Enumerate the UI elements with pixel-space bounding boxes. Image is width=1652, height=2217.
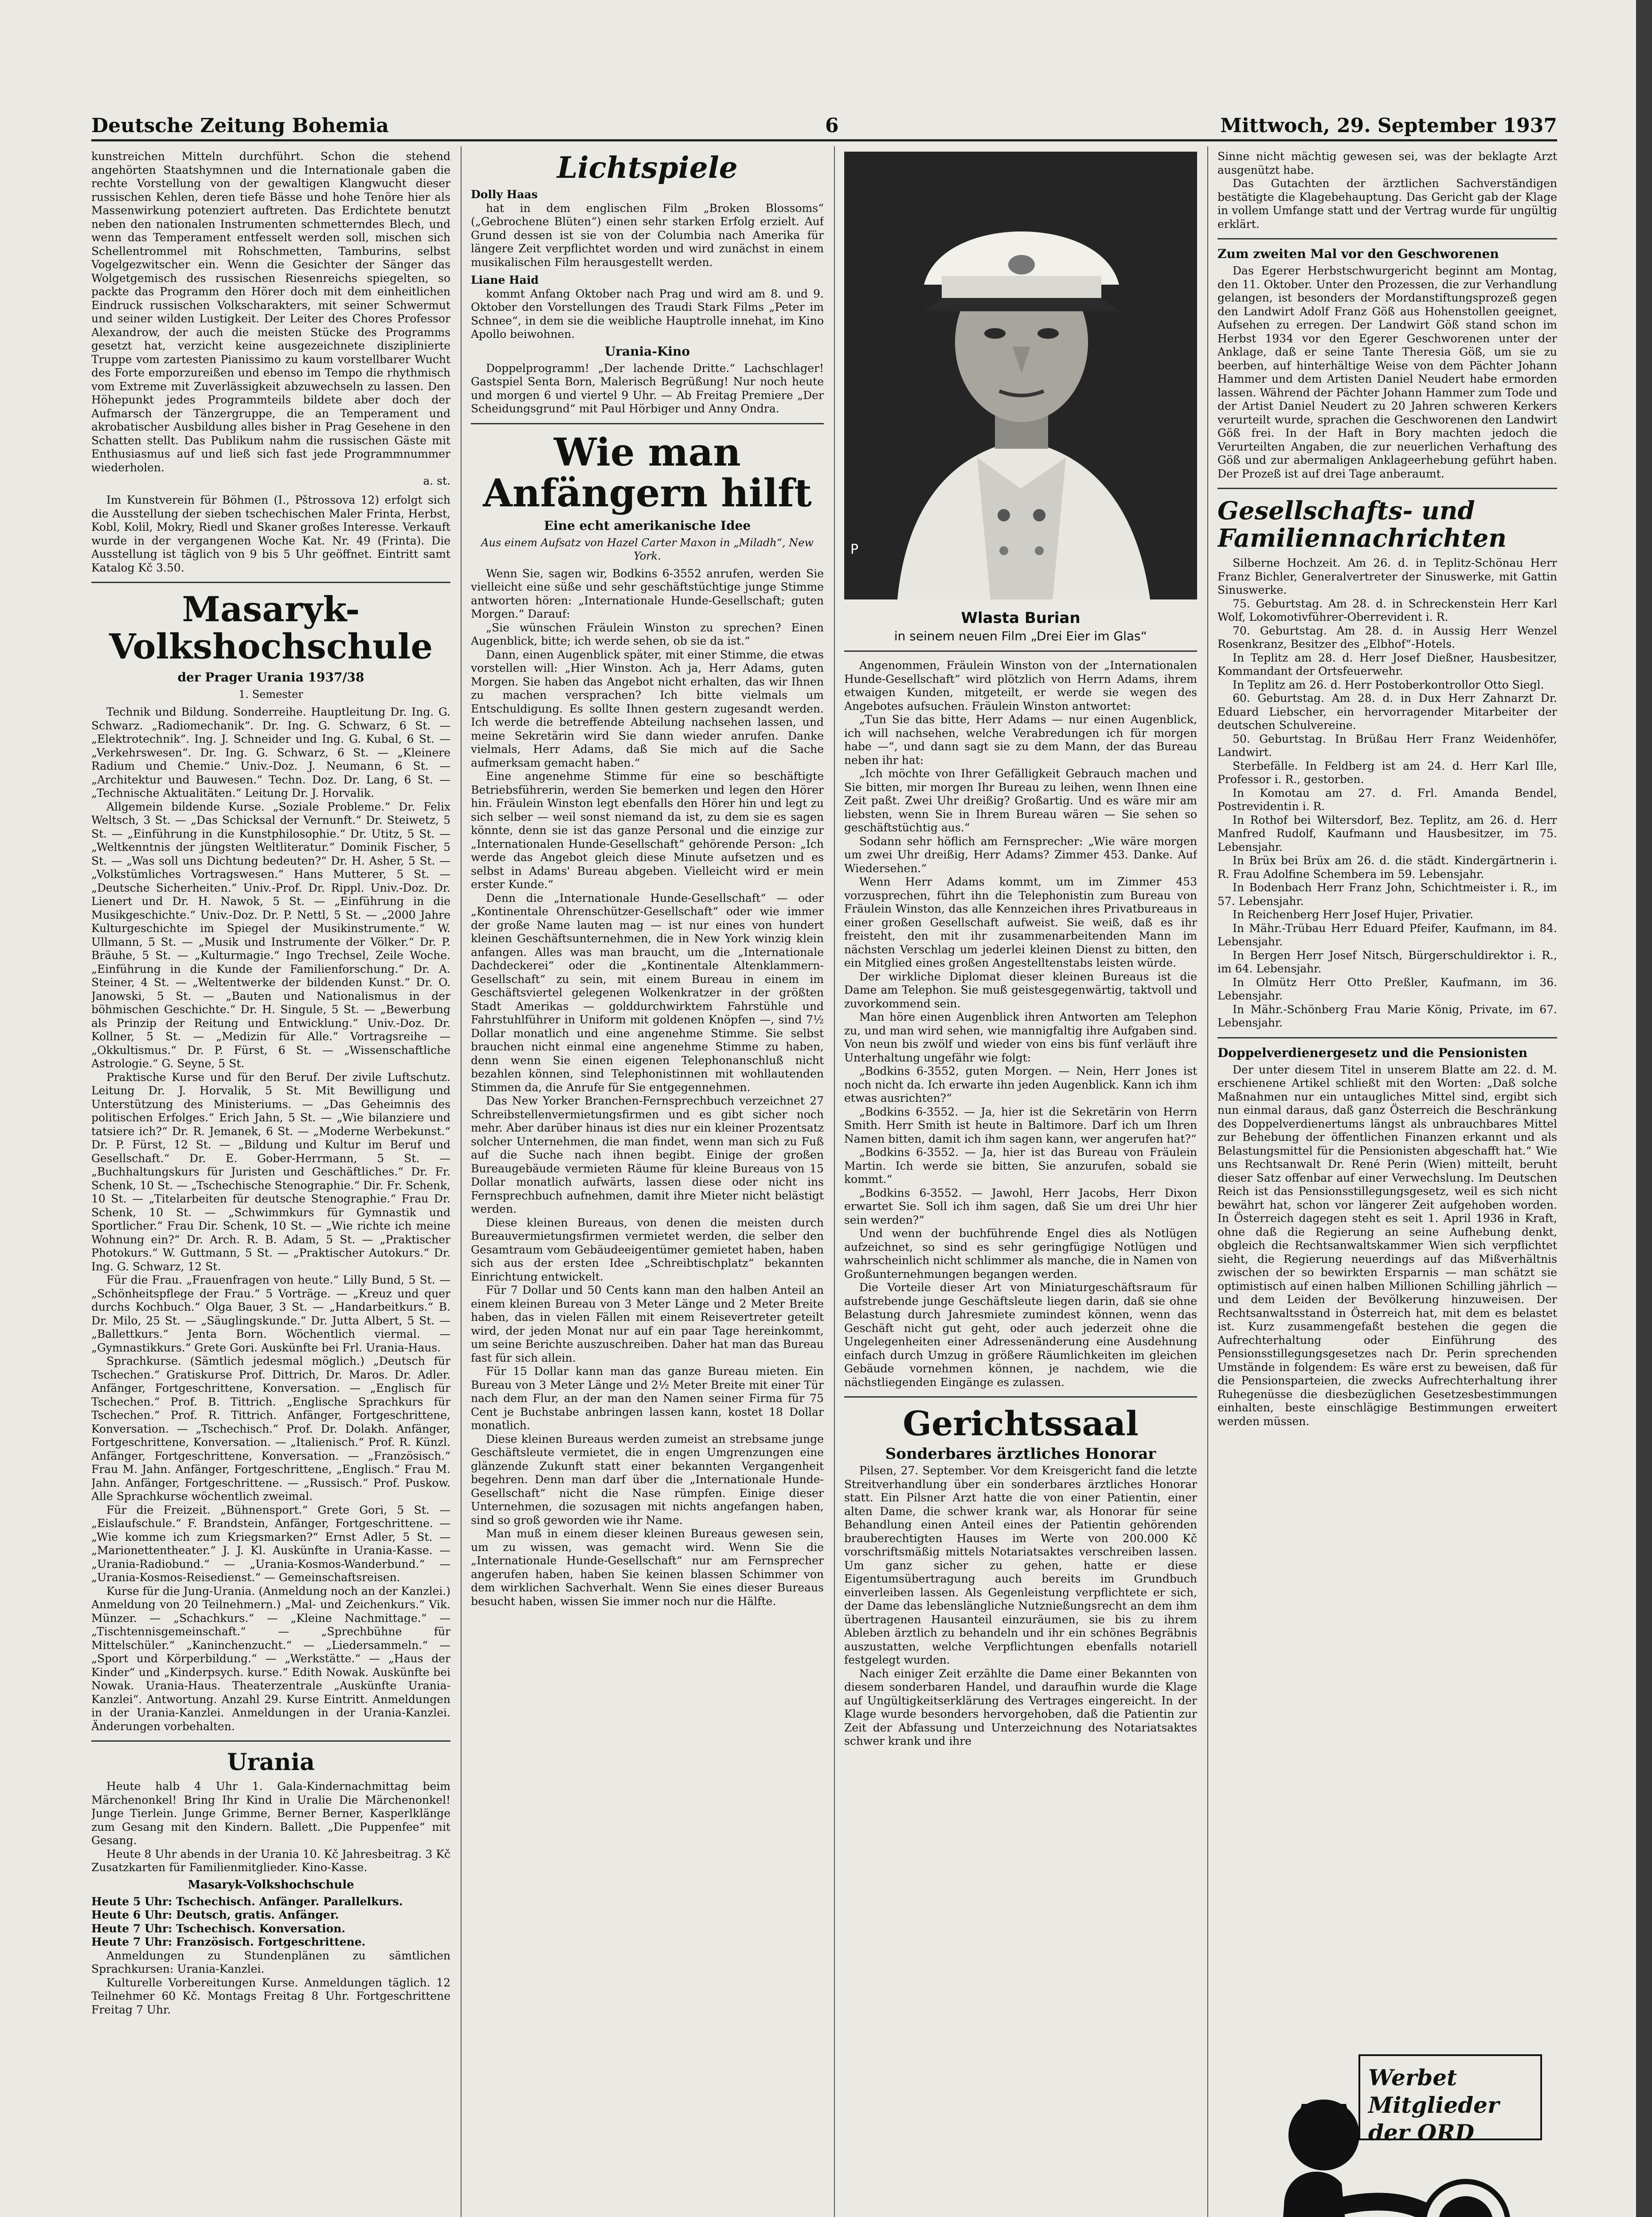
article-headline: Doppelverdienergesetz und die Pensionisten — [1217, 1045, 1528, 1060]
family-notice: In Teplitz am 28. d. Herr Josef Dießner, Hausbesitzer, Kommandant der Ortsfeuerwehr. — [1217, 651, 1557, 678]
section-heading: Urania — [227, 1749, 315, 1776]
column-1 — [91, 150, 450, 2217]
divider — [1217, 238, 1557, 239]
article-paragraph: Das New Yorker Branchen-Fernsprechbuch verzeichnet 27 Schreibstellenvermietungsfirmen und es gibt sicher noch mehr. Aber darüber hinaus ist dies nur ein kleiner Prozentsatz solcher Unternehmen, die man findet, wenn man sich zu Fuß auf die Suche nach ihnen begibt. Einige der großen Bureaugebäude vermieten Räume für kleine Bureaus von 15 Dollar monatlich aufwärts, lassen diese oder nicht ins Fernsprechbuch aufnehmen, damit ihre Mieter nicht belästigt werden. — [471, 1094, 824, 1215]
page-number: 6 — [825, 114, 839, 137]
schedule-line: Kulturelle Vorbereitungen Kurse. Anmeldungen täglich. 12 Teilnehmer 60 Kč. Montags Freitag 8 Uhr. Fortgeschrittene Freitag 7 Uhr. — [91, 1976, 450, 2016]
article-paragraph: Pilsen, 27. September. Vor dem Kreisgericht fand die letzte Streitverhandlung über ein sonderbares ärztliches Honorar statt. Ein Pilsner Arzt hatte die von einer Patientin, einer alten Dame, die schwer krank war, als Honorar für seine Behandlung einen Anteil eines der Patientin gehörenden brauberechtigten Hauses im Werte von 200.000 Kč vorschriftsmäßig mittels Notariatsaktes verschreiben lassen. Um ganz sicher zu gehen, hatte er diese Eigentumsübertragung auch bereits im Grundbuch einverleiben lassen. Als Gegenleistung verpflichtete er sich, der Dame das lebenslängliche Nutznießungsrecht an dem ihm übertragenen Hausanteil einzuräumen, sie bis zu ihrem Ableben ärztlich zu behandeln und ihr ein schönes Begräbnis auszustatten, welche Verpflichtungen ebenfalls notariell festgelegt wurden. — [844, 1464, 1197, 1666]
section-subheading: Urania-Kino — [604, 344, 690, 359]
article-paragraph: Eine angenehme Stimme für eine so beschäftigte Betriebsführerin, werden Sie bemerken und legen den Hörer hin. Fräulein Winston legt ebenfalls den Hörer hin und legt zu sich selber — weil sonst niemand da ist, zu dem sie es sagen könnte, denn sie ist das ganze Personal und die einzige zur „Internationalen Hunde-Gesellschaft“ gehörende Person: „Ich werde das Angebot gleich diese Minute aufsetzen und es selbst in Adams' Bureau abgeben. Vielleicht wird er mein erster Kunde.“ — [471, 770, 824, 891]
portrait-photo — [844, 152, 1197, 599]
item-title: Dolly Haas — [471, 188, 538, 201]
column-rule — [461, 146, 462, 2217]
schedule-line: Anmeldungen zu Stundenplänen zu sämtlichen Sprachkursen: Urania-Kanzlei. — [91, 1949, 450, 1975]
course-paragraph: Für die Frau. „Frauenfragen von heute.“ Lilly Bund, 5 St. — „Schönheitspflege der Frau.“ 5 Vorträge. — „Kreuz und quer durchs Kochbuch.“ Olga Bauer, 3 St. — „Handarbeitkurs.“ B. Dr. Milo, 25 St. — „Säuglingskunde.“ Dr. Jutta Albert, 5 St. — „Ballettkurs.“ Jenta Born. Wöchentlich viermal. — „Gymnastikkurs.“ Grete Gori. Auskünfte bei Frl. Urania-Haus. — [91, 1273, 450, 1354]
family-notice: Silberne Hochzeit. Am 26. d. in Teplitz-Schönau Herr Franz Bichler, Generalvertreter der Sinuswerke, mit Gattin Sinuswerke. — [1217, 556, 1557, 596]
issue-date: Mittwoch, 29. September 1937 — [1220, 114, 1557, 137]
article-source: Aus einem Aufsatz von Hazel Carter Maxon in „Miladh“, New York. — [481, 536, 814, 562]
article-paragraph: Das Egerer Herbstschwurgericht beginnt am Montag, den 11. Oktober. Unter den Prozessen, die zur Verhandlung gelangen, ist besonders der Mordanstiftungsprozeß gegen den Landwirt Adolf Franz Göß aus Hohenstollen geeignet, Aufsehen zu erregen. Der Landwirt Göß stand schon im Herbst 1934 vor den Egerer Geschworenen unter der Anklage, daß er seine Tante Theresia Göß, um sie zu beerben, auf hinterhältige Weise von dem Pächter Johann Hammer und dem Artisten Daniel Neudert habe ermorden lassen. Während der Pächter Johann Hammer zum Tode und der Artist Daniel Neudert zu 20 Jahren schweren Kerkers verurteilt wurde, sprachen die Geschworenen den Landwirt Göß frei. In der Haft in Bory machten jedoch die Verurteilten Angaben, die zur neuerlichen Verhaftung des Göß und zur abermaligen Anklageerhebung geführt haben. Der Prozeß ist auf drei Tage anberaumt. — [1217, 264, 1557, 480]
column-rule — [834, 146, 835, 2217]
article-subheadline: Eine echt amerikanische Idee — [544, 518, 751, 533]
course-paragraph: Sprachkurse. (Sämtlich jedesmal möglich.) „Deutsch für Tschechen.“ Gratiskurse Prof. Dittrich, Dr. Maros. Dr. Adler. Anfänger, Fortgeschrittene, Konversation. — „Englisch für Tschechen.“ Prof. B. Tittrich. „Englische Sprachkurs für Tschechen.“ Prof. R. Tittrich. Anfänger, Fortgeschrittene, Konversation. — „Tschechisch.“ Prof. Dr. Dolakh. Anfänger, Fortgeschrittene, Konversation. — „Italienisch.“ Prof. R. Künzl. Anfänger, Fortgeschrittene, Konversation. — „Französisch.“ Frau M. Jahn. Anfänger, Fortgeschrittene, „Englisch.“ Frau M. Jahn. Anfänger, Fortgeschrittene. — „Russisch.“ Prof. Puskow. Alle Sprachkurse wöchentlich zweimal. — [91, 1355, 450, 1503]
portrait-illustration — [844, 152, 1197, 599]
page-header — [91, 114, 1557, 141]
article-paragraph: Diese kleinen Bureaus, von denen die meisten durch Bureauvermietungsfirmen vermietet werden, die selber den Gesamtraum vom Gebäudeeigentümer gemietet haben, haben sich aus der ersten Idee „Schreibtischplatz“ bekannten Einrichtung entwickelt. — [471, 1216, 824, 1283]
article-headline: Zum zweiten Mal vor den Geschworenen — [1217, 247, 1499, 261]
event-paragraph: Heute halb 4 Uhr 1. Gala-Kindernachmittag beim Märchenonkel! Bring Ihr Kind in Uralie Die Märchenonkel! Junge Tierlein. Junge Grimme, Berner Berner, Kasperlklänge zum Gesang mit den Kindern. Ballett. „Die Puppenfee“ mit Gesang. — [91, 1780, 450, 1847]
family-notice: Sterbefälle. In Feldberg ist am 24. d. Herr Karl Ille, Professor i. R., gestorben. — [1217, 759, 1557, 786]
article-headline: Sonderbares ärztliches Honorar — [885, 1445, 1156, 1463]
schedule-line: Heute 7 Uhr: Tschechisch. Konversation. — [91, 1922, 346, 1935]
article-paragraph: Das Gutachten der ärztlichen Sachverständigen bestätigte die Klagebehauptung. Das Gericht gab der Klage in vollem Umfange statt und der Vertrag wurde für ungültig erklärt. — [1217, 177, 1557, 231]
article-paragraph: „Tun Sie das bitte, Herr Adams — nur einen Augenblick, ich will nachsehen, welche Verabredungen ich für morgen habe —“, und dann sagt sie zu dem Mann, der das Bureau neben ihr hat: — [844, 713, 1197, 767]
family-notice: 50. Geburtstag. In Brüßau Herr Franz Weidenhöfer, Landwirt. — [1217, 732, 1557, 759]
course-paragraph: Praktische Kurse und für den Beruf. Der zivile Luftschutz. Leitung Dr. J. Horvalik, 5 St. Mit Bewilligung und Unterstützung des Ministeriums. — „Das Geheimnis des politischen Erfolges.“ Erich Jahn, 5 St. — „Wie bilanziere und tatsiere ich?“ Dr. R. Jemanek, 6 St. — „Moderne Werbekunst.“ Dr. P. Fürst, 12 St. — „Bildung und Kultur im Beruf und Gesellschaft.“ Dr. E. Gober-Herrmann, 5 St. — „Buchhaltungskurs für Juristen und Geschäftliches.“ Dr. Fr. Schenk, 10 St. — „Tschechische Stenographie.“ Dir. Fr. Schenk, 10 St. — „Titelarbeiten für deutsche Stenographie.“ Frau Dr. Schenk, 10 St. — „Schwimmkurs für Gymnastik und Sportlicher.“ Frau Dir. Schenk, 10 St. — „Wie richte ich meine Wohnung ein?“ Dr. Arch. R. B. Adam, 5 St. — „Praktischer Photokurs.“ W. Guttmann, 5 St. — „Praktischer Autokurs.“ Dr. Ing. G. Schwarz, 12 St. — [91, 1070, 450, 1273]
column-2 — [471, 150, 824, 2217]
article-paragraph: Für 15 Dollar kann man das ganze Bureau mieten. Ein Bureau von 3 Meter Länge und 2½ Meter Breite mit einer Tür nach dem Flur, an der man den Namen seiner Firma für 75 Cent je Buchstabe anbringen lassen kann, kostet 18 Dollar monatlich. — [471, 1365, 824, 1432]
family-notice: In Teplitz am 26. d. Herr Postoberkontrollor Otto Siegl. — [1233, 678, 1544, 691]
divider — [471, 423, 824, 424]
film-news: hat in dem englischen Film „Broken Blossoms“ („Gebrochene Blüten“) einen sehr starken Erfolg erzielt. Auf Grund dessen ist sie von der Columbia nach Amerika für längere Zeit verpflichtet worden und wird zunächst in einem musikalischen Film herausgestellt werden. — [471, 201, 824, 269]
photo-subcaption: in seinem neuen Film „Drei Eier im Glas“ — [894, 629, 1147, 643]
article-paragraph: Und wenn der buchführende Engel dies als Notlügen aufzeichnet, so sind es sehr geringfügige Notlügen und wahrscheinlich nicht schlimmer als manche, die in Namen von Großunternehmungen begangen werden. — [844, 1227, 1197, 1281]
family-notice: 60. Geburtstag. Am 28. d. in Dux Herr Zahnarzt Dr. Eduard Liebscher, ein hervorragender Mitarbeiter der deutschen Schulvereine. — [1217, 692, 1557, 732]
film-news: kommt Anfang Oktober nach Prag und wird am 8. und 9. Oktober den Vorstellungen des Traudi Stark Films „Peter im Schnee“, in dem sie die weibliche Hauptrolle innehat, im Kino Apollo beiwohnen. — [471, 287, 824, 341]
article-paragraph: Angenommen, Fräulein Winston von der „Internationalen Hunde-Gesellschaft“ wird plötzlich von Herrn Adams, ihrem etwaigen Kunden, mitgeteilt, er werde sie wegen des Angebotes aufsuchen. Fräulein Winston antwortet: — [844, 659, 1197, 713]
article-paragraph: „Bodkins 6-3552. — Jawohl, Herr Jacobs, Herr Dixon erwartet Sie. Soll ich ihm sagen, daß Sie um drei Uhr hier sein werden?“ — [844, 1186, 1197, 1226]
family-notice: In Komotau am 27. d. Frl. Amanda Bendel, Postrevidentin i. R. — [1217, 786, 1557, 813]
article-text: kunstreichen Mitteln durchführt. Schon die stehend angehörten Staatshymnen und die Internationale gaben die rechte Vorstellung von der gewaltigen Klangwucht dieser russischen Kehlen, deren tiefe Bässe und hohe Tenöre hier als Massenwirkung potenziert auftreten. Das Erdichtete benutzt neben den nationalen Instrumenten schmetterndes Blech, und wenn das Temperament entfesselt werden soll, mischen sich Schellentrommel mit Rohschmetten, Tamburins, selbst Vogelgezwitscher ein. Wenn die Gesichter der Sänger das Wolgetgemisch des russischen Riesenreichs spiegelten, so packte das Programm den Hörer doch mit dem einheitlichen Eindruck russischen Volkscharakters, mit seiner Schwermut und seiner wilden Lustigkeit. Der Leiter des Chores Professor Alexandrow, der auch die meisten Stücke des Programms gesetzt hat, verzicht keine ausgezeichnete disziplinierte Truppe vom zartesten Pianissimo zu kaum vorstellbarer Wucht des Forte emporzureißen und ebenso im Tempo die rhythmisch vom Extreme mit Zuverlässigkeit abzuwechseln zu lassen. Den Höhepunkt jedes Programmteils bildete aber doch der Aufmarsch der Tänzergruppe, die an Temperament und akrobatischer Ausbildung alles bisher in Prag Gesehene in den Schatten stellt. Das Publikum nahm die russischen Gäste mit Enthusiasmus auf und ließ sich fast jede Programmnummer wiederholen. — [91, 150, 450, 474]
family-notice: In Olmütz Herr Otto Preßler, Kaufmann, im 36. Lebensjahr. — [1217, 975, 1557, 1002]
schedule-line: Heute 6 Uhr: Deutsch, gratis. Anfänger. — [91, 1908, 339, 1921]
column-3 — [844, 150, 1197, 2217]
column-4 — [1217, 150, 1557, 2025]
divider — [844, 650, 1197, 652]
divider — [844, 1396, 1197, 1398]
article-signature: a. st. — [423, 474, 450, 487]
article-paragraph: „Bodkins 6-3552. — Ja, hier ist das Bureau von Fräulein Martin. Ich werde sie bitten, Sie anzurufen, sobald sie kommt.“ — [844, 1146, 1197, 1186]
article-paragraph: Für 7 Dollar und 50 Cents kann man den halben Anteil an einem kleinen Bureau von 3 Meter Länge und 2 Meter Breite haben, das in vielen Fällen mit einem Reisevertreter geteilt wird, der jeden Monat nur auf ein paar Tage hereinkommt, um seine Berichte auszuschreiben. Daher hat man das Bureau fast für sich allein. — [471, 1284, 824, 1364]
divider — [91, 1740, 450, 1742]
family-notice: In Brüx bei Brüx am 26. d. die städt. Kindergärtnerin i. R. Frau Adolfine Schembera im 59. Lebensjahr. — [1217, 854, 1557, 881]
article-paragraph: Man muß in einem dieser kleinen Bureaus gewesen sein, um zu wissen, was gemacht wird. Wenn Sie die „Internationale Hunde-Gesellschaft“ nur am Fernsprecher angerufen haben, haben Sie keinen blassen Schimmer von dem wirklichen Sachverhalt. Wenn Sie eines dieser Bureaus besucht haben, wissen Sie immer noch nur die Hälfte. — [471, 1527, 824, 1608]
section-heading: Gerichtssaal — [903, 1404, 1139, 1443]
course-paragraph: Kurse für die Jung-Urania. (Anmeldung noch an der Kanzlei.) Anmeldung von 20 Teilnehmern.) „Mal- und Zeichenkurs.“ Vik. Münzer. — „Schachkurs.“ — „Kleine Nachmittage.“ — „Tischtennisgemeinschaft.“ — „Sprechbühne für Mittelschüler.“ „Kaninchenzucht.“ — „Liedersammeln.“ — „Sport und Körperbildung.“ — „Werkstätte.“ — „Haus der Kinder“ und „Kinderpsych. kurse.“ Edith Nowak. Auskünfte bei Nowak. Urania-Haus. Theaterzentrale „Auskünfte Urania-Kanzlei“. Antwortung. Anzahl 29. Kurse Eintritt. Anmeldungen in der Urania-Kanzlei. Anmeldungen in der Urania-Kanzlei. Änderungen vorbehalten. — [91, 1584, 450, 1733]
section-heading: Lichtspiele — [557, 150, 738, 185]
schedule-line: Heute 5 Uhr: Tschechisch. Anfänger. Parallelkurs. — [91, 1895, 403, 1908]
semester-label: 1. Semester — [239, 688, 303, 701]
kunstverein-notice: Im Kunstverein für Böhmen (I., Pštrossova 12) erfolgt sich die Ausstellung der sieben tschechischen Maler Frinta, Herbst, Kobl, Kolil, Mokry, Riedl und Skaner großes Interesse. Verkauft wurde in der vergangenen Woche Kat. Nr. 49 (Frinta). Die Ausstellung ist täglich von 9 bis 5 Uhr geöffnet. Eintritt samt Katalog Kč 3.50. — [91, 494, 450, 574]
divider — [91, 582, 450, 583]
divider — [1217, 488, 1557, 489]
article-paragraph: Der wirkliche Diplomat dieser kleinen Bureaus ist die Dame am Telephon. Sie muß geistesgegenwärtig, taktvoll und zuvorkommend sein. — [844, 970, 1197, 1010]
masthead-title: Deutsche Zeitung Bohemia — [91, 114, 389, 137]
schedule-line: Heute 7 Uhr: Französisch. Fortgeschrittene. — [91, 1935, 366, 1948]
ad-slogan: Werbet Mitglieder der ORD — [1368, 2064, 1499, 2146]
item-title: Liane Haid — [471, 274, 539, 286]
article-paragraph: „Bodkins 6-3552, guten Morgen. — Nein, Herr Jones ist noch nicht da. Ich erwarte ihn jeden Augenblick. Kann ich ihm etwas ausrichten?“ — [844, 1065, 1197, 1105]
article-paragraph: Wenn Herr Adams kommt, um im Zimmer 453 vorzusprechen, führt ihn die Telephonistin zum Bureau von Fräulein Winston, das alle Kennzeichen ihres Privatbureaus in einer großen Gesellschaft aufweist. Sie weiß, daß es ihr freisteht, den mit ihr zusammenarbeitenden Mann im nächsten Verschlag um jederlei kleinen Dienst zu bitten, den ein Mitglied eines großen Angestelltenstabs leisten würde. — [844, 875, 1197, 969]
cinema-notice: Doppelprogramm! „Der lachende Dritte.“ Lachschlager! Gastspiel Senta Born, Malerisch Begrüßung! Nur noch heute und morgen 6 und viertel 9 Uhr. — Ab Freitag Premiere „Der Scheidungsgrund“ mit Paul Hörbiger und Anny Ondra. — [471, 361, 824, 415]
section-subheading: der Prager Urania 1937/38 — [177, 670, 364, 685]
section-subheading: Masaryk-Volkshochschule — [188, 1878, 354, 1892]
family-notice: In Bodenbach Herr Franz John, Schichtmeister i. R., im 57. Lebensjahr. — [1217, 881, 1557, 908]
family-notice: In Rothof bei Wiltersdorf, Bez. Teplitz, am 26. d. Herr Manfred Rudolf, Kaufmann und Hausbesitzer, im 75. Lebensjahr. — [1217, 813, 1557, 854]
article-paragraph: Die Vorteile dieser Art von Miniaturgeschäftsraum für aufstrebende junge Geschäftsleute liegen darin, daß sie ohne Belastung durch Jahresmiete zumindest können, wenn das Geschäft nicht gut geht, oder auch jederzeit ohne die Ungelegenheiten einer Adressenänderung eine Ausdehnung einfach durch Umzug in größere Räumlichkeiten im gleichen Gebäude vornehmen können, je nachdem, wie die nächstliegenden Eingänge es zulassen. — [844, 1281, 1197, 1389]
course-paragraph: Allgemein bildende Kurse. „Soziale Probleme.“ Dr. Felix Weltsch, 3 St. — „Das Schicksal der Vernunft.“ Dr. Steiwetz, 5 St. — „Einführung in die Kunstphilosophie.“ Dr. Utitz, 5 St. — „Weltkenntnis der jüngsten Weltliteratur.“ Dominik Fischer, 5 St. — „Was soll uns Dichtung bedeuten?“ Dr. H. Asher, 5 St. — „Volkstümliches Vortragswesen.“ Hans Mutterer, 5 St. — „Deutsche Sicherheiten.“ Univ.-Prof. Dr. Rippl. Univ.-Doz. Dr. Lienert und Dr. H. Nawok, 5 St. — „Einführung in die Musikgeschichte.“ Univ.-Doz. Dr. P. Nettl, 5 St. — „2000 Jahre Kulturgeschichte im Spiegel der Musikinstrumente.“ W. Ullmann, 5 St. — „Musik und Instrumente der Völker.“ Dr. P. Bräuhe, 5 St. — „Kulturmagie.“ Ingo Trechsel, Zeile Woche. „Einführung in die Kunde der Familienforschung.“ Dr. A. Steiner, 4 St. — „Weltentwerke der bildenden Kunst.“ Dr. O. Janowski, 5 St. — „Bauten und Nationalismus in der böhmischen Geschichte.“ Dr. H. Singule, 5 St. — „Bewerbung als Prinzip der Reitung und Entwicklung.“ Univ.-Doz. Dr. Kollner, 5 St. — „Medizin für Alle.“ Vortragsreihe — „Okkultismus.“ Dr. P. Fürst, 6 St. — „Wissenschaftliche Astrologie.“ G. Seyne, 5 St. — [91, 800, 450, 1070]
section-heading: Masaryk-Volkshochschule — [109, 589, 433, 667]
family-notice: In Bergen Herr Josef Nitsch, Bürgerschuldirektor i. R., im 64. Lebensjahr. — [1217, 948, 1557, 975]
scan-edge — [1636, 0, 1652, 2217]
family-notice: 75. Geburtstag. Am 28. d. in Schreckenstein Herr Karl Wolf, Lokomotivführer-Oberrevident i. R. — [1217, 597, 1557, 623]
article-headline: Wie man Anfängern hilft — [483, 430, 812, 516]
article-paragraph: Sodann sehr höflich am Fernsprecher: „Wie wäre morgen um zwei Uhr dreißig, Herr Adams? Zimmer 453. Danke. Auf Wiedersehen.“ — [844, 834, 1197, 875]
article-paragraph: Wenn Sie, sagen wir, Bodkins 6-3552 anrufen, werden Sie vielleicht eine süße und sehr geschäftstüchtige junge Stimme antworten hören: „Internationale Hunde-Gesellschaft; guten Morgen.“ Darauf: — [471, 567, 824, 620]
family-notice: In Reichenberg Herr Josef Hujer, Privatier. — [1233, 908, 1473, 921]
article-paragraph: Man höre einen Augenblick ihren Antworten am Telephon zu, und man wird sehen, wie mannigfaltig ihre Aufgaben sind. Von neun bis zwölf und wieder von eins bis fünf verläuft ihre Unterhaltung ungefähr wie folgt: — [844, 1011, 1197, 1064]
article-paragraph: „Sie wünschen Fräulein Winston zu sprechen? Einen Augenblick, bitte; ich werde sehen, ob sie da ist.“ — [471, 621, 824, 647]
column-rule — [1207, 146, 1208, 2217]
article-paragraph: Denn die „Internationale Hunde-Gesellschaft“ — oder „Kontinentale Ohrenschützer-Gesellschaft“ oder wie immer der große Name lauten mag — ist nur eines von hundert kleinen Geschäftsunternehmen, die in New York winzig klein anfangen. Alles was man braucht, um die „Internationale Dachdeckerei“ oder die „Kontinentale Altenklammern-Gesellschaft“ zu sein, mit einem Bureau in einem im Geschäftsviertel gelegenen Wolkenkratzer in der größten Stadt Amerikas — golddurchwirktem Fahrstühle und Fahrstuhlführer in Uniform mit goldenen Knöpfen —, sind 7½ Dollar monatlich und eine angenehme Stimme. Sie selbst brauchen nicht einmal eine angenehme Stimme zu haben, denn wenn Sie einen eigenen Telephonanschluß nicht bezahlen können, sind Telephonistinnen mit wohllautenden Stimmen da, die Anrufe für Sie entgegennehmen. — [471, 891, 824, 1094]
article-paragraph: Der unter diesem Titel in unserem Blatte am 22. d. M. erschienene Artikel schließt mit den Worten: „Daß solche Maßnahmen nur ein untaugliches Mittel sind, ergibt sich nun einmal daraus, daß ganz Österreich die Beschränkung des Doppelverdienertums längst als unbrauchbares Mittel zur Behebung der öffentlichen Finanzen erkannt und als Belastungsmittel für die Pensionisten abgeschafft hat.“ Wie uns Rechtsanwalt Dr. René Perin (Wien) mitteilt, beruht dieser Satz offenbar auf einer Verwechslung. Im Deutschen Reich ist das Pensionsstillegungsgesetz, weil es sich nicht bewährt hat, schon vor längerer Zeit aufgehoben worden. In Österreich dagegen steht es seit 1. April 1936 in Kraft, ohne daß die Regierung an seine Aufhebung denkt, obgleich die Rechtsanwaltskammer Wien sich verpflichtet sieht, die Regierung neuerdings auf das Mißverhältnis zwischen der so bewirkten Ersparnis — man schätzt sie optimistisch auf einen halben Millionen Schilling jährlich — und dem Leiden der Bevölkerung hinzuweisen. Der Rechtsanwaltsstand in Österreich hat, mit dem es belastet ist. Kurz zusammengefaßt bestehen die gegen die Aufrechterhaltung oder Einführung des Pensionsstillegungsgesetzes nach Dr. Perin sprechenden Umstände in folgendem: Es wäre erst zu beweisen, daß für die Pensionsparteien, die zwecks Aufrechterhaltung ihrer Ruhegenüsse die diesbezüglichen Gesetzesbestimmungen einhalten, beste einschlägige Bestimmungen erweitert werden müssen. — [1217, 1063, 1557, 1428]
article-paragraph: Sinne nicht mächtig gewesen sei, was der beklagte Arzt ausgenützt habe. — [1217, 150, 1557, 176]
article-paragraph: Diese kleinen Bureaus werden zumeist an strebsame junge Geschäftsleute vermietet, die in engen Umgrenzungen eine glänzende Zukunft statt einer bekannten Vergangenheit begehren. Denn man darf über die „Internationale Hunde-Gesellschaft“ nicht die Nase rümpfen. Einige dieser Unternehmen, die sozusagen mit nichts angefangen haben, sind so groß geworden wie ihr Name. — [471, 1432, 824, 1527]
family-notice: 70. Geburtstag. Am 28. d. in Aussig Herr Wenzel Rosenkranz, Besitzer des „Elbhof“-Hotels. — [1217, 624, 1557, 650]
family-notice: In Mähr.-Schönberg Frau Marie König, Private, im 67. Lebensjahr. — [1217, 1003, 1557, 1029]
course-paragraph: Technik und Bildung. Sonderreihe. Hauptleitung Dr. Ing. G. Schwarz. „Radiomechanik“. Dr. Ing. G. Schwarz, 6 St. — „Elektrotechnik“. Ing. J. Schneider und Ing. G. Kubal, 6 St. — „Verkehrswesen“. Dr. Ing. G. Schwarz, 6 St. — „Kleinere Radium und Chemie.“ Univ.-Doz. J. Neumann, 6 St. — „Architektur und Bauwesen.“ Techn. Doz. Dr. Lang, 6 St. — „Technische Aktualitäten.“ Leitung Dr. J. Horvalik. — [91, 705, 450, 799]
article-paragraph: „Ich möchte von Ihrer Gefälligkeit Gebrauch machen und Sie bitten, mir morgen Ihr Bureau zu leihen, wenn Ihnen eine Zeit paßt. Zwei Uhr dreißig? Großartig. Und es wäre mir am liebsten, wenn Sie in Ihrem Bureau wären — Sie sehen so geschäftstüchtig aus.“ — [844, 767, 1197, 834]
section-heading: Gesellschafts- und Familiennachrichten — [1217, 496, 1507, 553]
course-paragraph: Für die Freizeit. „Bühnensport.“ Grete Gori, 5 St. — „Eislaufschule.“ F. Brandstein, Anfänger, Fortgeschrittene. — „Wie komme ich zum Kriegsmarken?“ Ernst Adler, 5 St. — „Marionettentheater.“ J. J. Kl. Auskünfte in Urania-Kasse. — „Urania-Radiobund.“ — „Urania-Kosmos-Wanderbund.“ — „Urania-Kosmos-Reisedienst.“ — Gemeinschaftsreisen. — [91, 1503, 450, 1584]
article-paragraph: Dann, einen Augenblick später, mit einer Stimme, die etwas vorstellen will: „Hier Winston. Ach ja, Herr Adams, guten Morgen. Sie haben das Angebot nicht erhalten, das wir Ihnen zu machen versprachen? Ich bitte vielmals um Entschuldigung. Es sollte Ihnen gestern zugesandt werden. Ich werde die betreffende Abteilung nachsehen lassen, und meine Sekretärin wird Sie dann wieder anrufen. Danke vielmals, Herr Adams, daß Sie mich auf die Sache aufmerksam gemacht haben.“ — [471, 648, 824, 769]
divider — [1217, 1037, 1557, 1038]
photo-mark: P — [850, 542, 859, 557]
family-notice: In Mähr.-Trübau Herr Eduard Pfeifer, Kaufmann, im 84. Lebensjahr. — [1217, 921, 1557, 948]
kulturverband-advertisement — [1257, 2037, 1550, 2217]
photo-caption: Wlasta Burian — [961, 609, 1080, 627]
article-paragraph: „Bodkins 6-3552. — Ja, hier ist die Sekretärin von Herrn Smith. Herr Smith ist heute in Baltimore. Darf ich um Ihren Namen bitten, damit ich ihm sagen kann, wer angerufen hat?“ — [844, 1105, 1197, 1145]
article-paragraph: Nach einiger Zeit erzählte die Dame einer Bekannten von diesem sonderbaren Handel, und daraufhin wurde die Klage auf Ungültigkeitserklärung des Vertrages eingereicht. In der Klage wurde besonders hervorgehoben, daß die Patientin zur Zeit der Abfassung und Unterzeichnung des Notariatsaktes schwer krank und ihre — [844, 1667, 1197, 1747]
event-paragraph: Heute 8 Uhr abends in der Urania 10. Kč Jahresbeitrag. 3 Kč Zusatzkarten für Familienmitglieder. Kino-Kasse. — [91, 1847, 450, 1874]
